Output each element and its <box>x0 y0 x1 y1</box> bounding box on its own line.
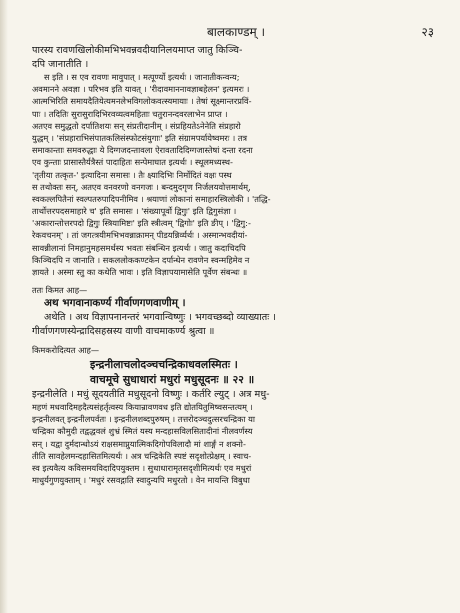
text-line: चन्द्रिका कौमुदी तद्वद्धवलं शुभ्रं स्मितं यस्य मन्दहासविलसितादीनां नीलवर्णस्य <box>32 426 253 437</box>
text-line: सावन्नीलानां निमहानुमहसमर्थस्य भवतः संबन्धिन इत्यर्थः । जातु कदाचिदपि <box>32 242 246 253</box>
page-header <box>32 22 440 42</box>
page-body <box>32 44 440 486</box>
text-line: तार्थोत्तरपदसमाहारे च' इति समासः । 'संख्यापूर्वो द्विगुः' इति द्विगुसंज्ञा । <box>32 206 237 217</box>
text-line: स्व इत्यवैत्य कविसमयविदादिपयुक्तम । सुधाधारामृतसदृशीमित्यर्थः एव मधुरां <box>32 463 252 473</box>
text-line: ततः किमत आह— <box>32 285 88 296</box>
text-line: गीर्वाणगणस्येन्द्रादिसहस्रस्य वाणी वाचमाकर्ण्य श्रुत्वा ॥ <box>32 325 215 337</box>
text-line: 'तृतीया तत्कृत-' इत्यादिना समासः । तैः क्ष्यादिभिः निर्मोदितं वक्षः पस्थ <box>32 169 232 180</box>
text-line: इन्द्रनीलवत् इन्द्रनीलपर्वतः । इन्द्रनीलशब्दपुरुषम् । तत्तरोदञ्चदुत्सरचन्द्रिका या <box>32 414 256 425</box>
text-line: तीति सावहेलमन्दहासितमित्यर्थः । अत्र चन्द्रिकेति स्पष्टं सदृशोत्प्रेक्षम् । स्वाच- <box>32 450 252 461</box>
text-line: इन्द्रनीलाचलोदञ्चचन्द्रिकाधवलस्मितः । <box>90 357 238 371</box>
text-line: अतएव समुद्धतो दर्पातिशयः सन् संप्रतीदानीम् । संप्रहियतेऽनेनेति संप्रहारो <box>32 120 241 131</box>
text-line: युद्धम् । 'संप्रहाराभिसंपातकलिसंस्फोटसंयुगाः' इति संग्रामपर्यायेष्वमरः । तत्र <box>32 132 248 143</box>
text-line: वाचमूचे सुधाधारां मधुरां मधुसूदनः ॥ २२ ॥ <box>90 373 255 387</box>
text-line: स्वकल्लपितैनां स्वल्पतरुपादिपनीमिव । श्रयाणां लोकानां समाहारस्त्रिलोकी । 'तद्धि- <box>32 193 271 204</box>
text-line: स इति । स एव रावणः मावुपात् । मत्पूर्ण्यो इत्यर्थः । जानातीकन्वन्य; <box>44 72 240 82</box>
text-line: रेकवचनम्' । तां जगत्त्रयीमभिभवन्नाक्रामन् पीडयन्निर्व्यर्थः । अस्मान्भवदीयां- <box>32 230 248 241</box>
page-number: २३ <box>421 25 434 39</box>
text-line: आत्मभिरिति समायदैतियेत्यमनलेभविगलोकवत्स्यमायाः । तेषां सूक्ष्मान्तरप्रविं- <box>32 96 252 107</box>
text-line: इन्द्रनीलेति । मधुं सूदयतीति मधुसूदनो विष्णुः । कर्तरि ल्युट् । अत्र मधु- <box>32 388 270 400</box>
text-line: समाकान्ताः समवरुद्धाः ये दिग्गजदन्तावला ऐरावतादिदिग्गजास्तेषां दन्ता रदना <box>32 145 253 156</box>
text-line: सन् । यद्वा दुर्मदान्धोऽयं राक्षसमाप्नुयात्मिकदिगोपविलादौ मां शार्ङ्गं न शक्नो- <box>32 438 246 449</box>
text-line: पाः । तदितिः सुरासुरादिभिरवव्यत्वमहिताः चतुरानन्दवरलाभेन प्राप्त । <box>32 108 228 119</box>
text-line: स तथोक्तः सन्, अतएव वनवरणो वनगजः । बन्दमुदगृण निर्जलयवोत्तमार्थम्, <box>32 181 251 192</box>
text-line: अथेति । अथ विज्ञापनानन्तरं भगवान्विष्णुः । भगवच्छब्दो व्याख्यातः । <box>44 312 276 324</box>
text-line: अथ भगवानाकर्ण्य गीर्वाणगणवाणीम् । <box>44 297 186 310</box>
text-line: किमकरोदित्यत आह— <box>32 345 100 356</box>
text-line: माधुर्यगुणयुक्ताम् । 'मधुरं रसवद्गाति स्वादुन्यपि मधुरतो । वेन मायन्ति विबुधा <box>32 475 250 486</box>
text-line: ज्ञायते । अस्मा स्तु का कथेति भावः । इति विज्ञापयामासेति पूर्वेण संबन्धः ॥ <box>32 267 248 277</box>
text-line: एव कुन्ताः प्रासास्तैर्यत्रैस्तं पादाहितः सन्पेमाघात इत्यर्थः । स्थूलमध्यस्थ- <box>32 157 233 168</box>
text-line: अवमानने अवज्ञा । परिभव इति यावत् । 'रीदावमाननावज्ञाबहेलन' इत्यमरः । <box>32 84 250 95</box>
running-title: बालकाण्डम् । <box>206 25 266 39</box>
text-line: किञ्चिदपि न जानाति । सकललोककण्टकेन दर्पान्धेन रावणेन स्वन्महिमेव न <box>32 254 250 265</box>
text-line: दपि जानातीति । <box>32 58 89 70</box>
page-gutter-shadow <box>0 0 8 613</box>
text-line: महणं मधवादिमहदैत्यसंहर्तृत्वस्य कियान्रावणवध इति द्योतयितुमिष्वसन्तत्यम् । <box>32 402 253 413</box>
text-line: पारस्य रावणखिलोकीमभिभवन्नवदीयानिलयमाप्त जातु किञ्चि- <box>32 45 243 56</box>
text-line: 'अकारान्तोत्तरपदो द्विगुः स्त्रियामिष्टः' इति स्त्रीत्वम् 'द्विगोः' इति ङीप् । 'द्विगु:- <box>32 218 251 229</box>
